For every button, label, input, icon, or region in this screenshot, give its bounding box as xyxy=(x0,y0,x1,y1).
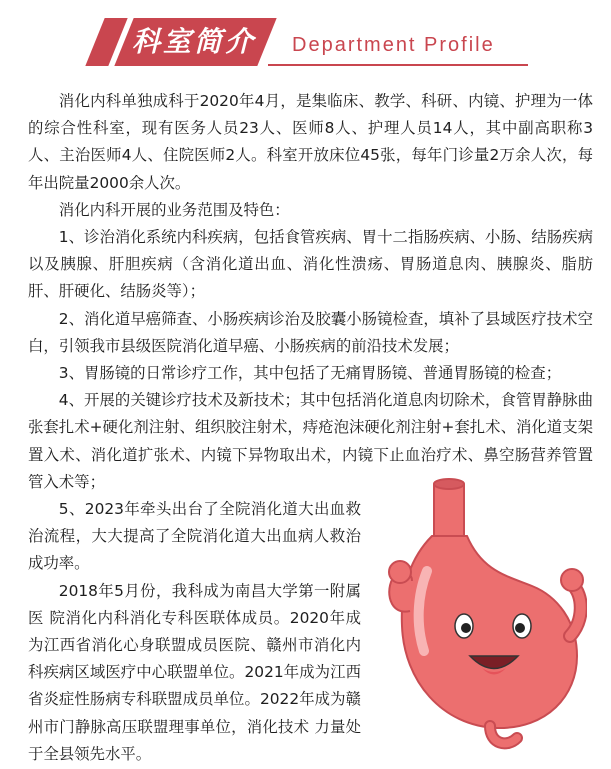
header-divider xyxy=(268,64,528,66)
scope-item-1: 1、诊治消化系统内科疾病，包括食管疾病、胃十二指肠疾病、小肠、结肠疾病以及胰腺、肝胆疾病（含消化道出血、消化性溃疡、胃肠道息肉、胰腺炎、脂肪肝、肝硬化、结肠炎等）； xyxy=(28,228,593,301)
scope-heading: 消化内科开展的业务范围及特色： xyxy=(58,200,290,219)
scope-item-3: 3、胃肠镜的日常诊疗工作，其中包括了无痛胃肠镜、普通胃肠镜的检查； xyxy=(58,364,562,383)
stomach-mascot-icon xyxy=(372,476,587,758)
intro-paragraph: 消化内科单独成科于2020年4月，是集临床、教学、科研、内镜、护理为一体的综合性科室，现有医务人员23人、医师8人、护理人员14人，其中副高职称3人、主治医师4人、住院医师2人。科室开放床位45张，每年门诊量2万余人次，每年出院量2000余人次。 xyxy=(28,92,593,192)
header xyxy=(0,0,611,80)
alliance-paragraph: 2018年5月份，我科成为南昌大学第一附属医 院消化内科消化专科医联体成员。2020年成为江西省消化心身联盟成员医院、赣州市消化内科疾病区域医疗中心联盟单位。2021年成为江西省炎症性肠病专科联盟成员单位。2022年成为赣州市门静脉高压联盟理事单位，消化技术 力量处于全县领先水平。 xyxy=(28,581,361,763)
scope-item-4: 4、开展的关键诊疗技术及新技术；其中包括消化道息肉切除术，食管胃静脉曲张套扎术+硬化剂注射、组织胶注射术，痔疮泡沫硬化剂注射+套扎术、消化道支架置入术、消化道扩张术、内镜下异物取出术，内镜下止血治疗术、鼻空肠营养管置管入术等； xyxy=(28,391,593,491)
scope-item-5: 5、2023年牵头出台了全院消化道大出血救治流程，大大提高了全院消化道大出血病人救治成功率。 xyxy=(28,500,361,573)
page-subtitle: Department Profile xyxy=(292,34,495,56)
scope-item-2: 2、消化道早癌筛查、小肠疾病诊治及胶囊小肠镜检查，填补了县域医疗技术空白，引领我市县级医院消化道早癌、小肠疾病的前沿技术发展； xyxy=(28,309,593,355)
page-title: 科室简介 xyxy=(132,25,257,58)
